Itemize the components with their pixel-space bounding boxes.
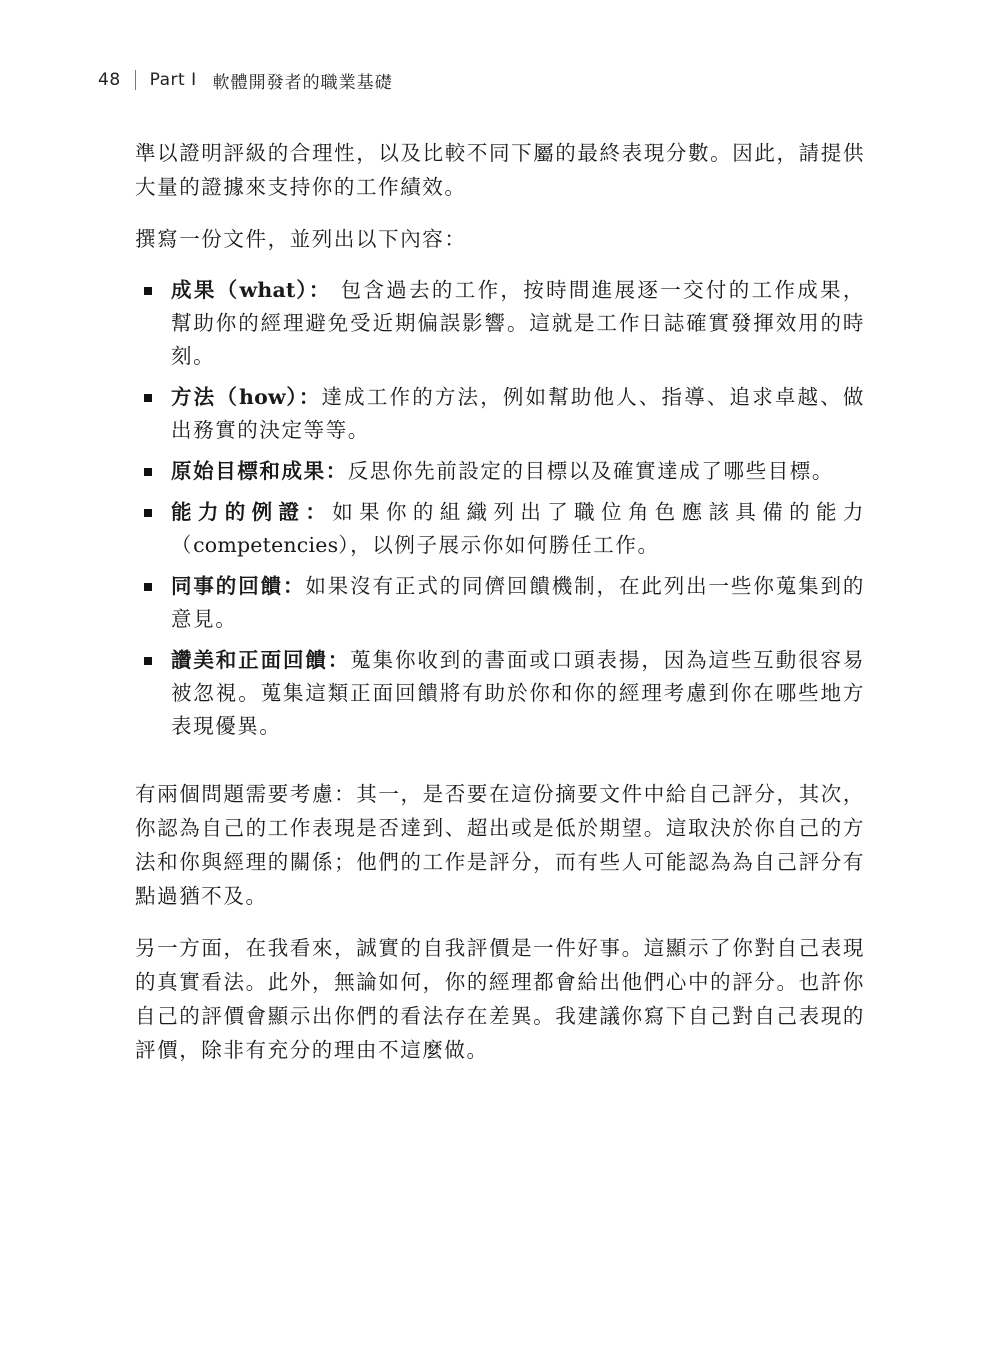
- list-item-praise: [135, 644, 865, 743]
- bullet-square-icon: [144, 657, 152, 665]
- list-term: 能力的例證：: [171, 500, 333, 524]
- list-term: 同事的回饋：: [171, 574, 306, 598]
- paragraph-list-lead: 撰寫一份文件，並列出以下內容：: [135, 227, 467, 251]
- list-term: 成果（what）：: [171, 278, 332, 302]
- list-item-peer-feedback: [135, 570, 865, 636]
- bullet-square-icon: [144, 583, 152, 591]
- bullet-square-icon: [144, 468, 152, 476]
- list-term: 方法（how）：: [171, 385, 322, 409]
- bullet-square-icon: [144, 394, 152, 402]
- list-text: 如果沒有正式的同儕回饋機制，在此列出一些你蒐集到的意見。: [171, 574, 866, 631]
- list-item-how: [135, 381, 865, 447]
- list-text: 蒐集你收到的書面或口頭表揚，因為這些互動很容易被忽視。蒐集這類正面回饋將有助於你和你的經理考慮到你在哪些地方表現優異。: [171, 648, 865, 738]
- list-item-what: [135, 274, 865, 373]
- list-text: 包含過去的工作，按時間進展逐一交付的工作成果，幫助你的經理避免受近期偏誤影響。這就是工作日誌確實發揮效用的時刻。: [171, 278, 865, 368]
- list-term: 原始目標和成果：: [171, 459, 348, 483]
- running-header: [98, 66, 393, 94]
- list-text: 反思你先前設定的目標以及確實達成了哪些目標。: [347, 459, 835, 483]
- bullet-square-icon: [144, 287, 152, 295]
- paragraph-intro: 準以證明評級的合理性，以及比較不同下屬的最終表現分數。因此，請提供大量的證據來支持你的工作績效。: [135, 141, 865, 199]
- book-part-title: 軟體開發者的職業基礎: [212, 72, 393, 93]
- list-text: 如果你的組織列出了職位角色應該具備的能力（competencies），以例子展示你如何勝任工作。: [171, 500, 866, 557]
- page-number: 48: [98, 70, 121, 90]
- content-list: [135, 274, 865, 743]
- bullet-square-icon: [144, 509, 152, 517]
- list-item-goals: [135, 455, 865, 488]
- page-body: [135, 136, 865, 1067]
- paragraph-questions: 有兩個問題需要考慮：其一，是否要在這份摘要文件中給自己評分，其次，你認為自己的工作表現是否達到、超出或是低於期望。這取決於你自己的方法和你與經理的關係；他們的工作是評分，而有些人可能認為為自己評分有點過猶不及。: [135, 782, 865, 908]
- list-text: 達成工作的方法，例如幫助他人、指導、追求卓越、做出務實的決定等等。: [171, 385, 866, 442]
- list-item-competencies: [135, 496, 865, 562]
- part-label: Part I: [149, 70, 197, 90]
- header-divider: [135, 70, 136, 90]
- paragraph-self-assessment: 另一方面，在我看來，誠實的自我評價是一件好事。這顯示了你對自己表現的真實看法。此外，無論如何，你的經理都會給出他們心中的評分。也許你自己的評價會顯示出你們的看法存在差異。我建議你寫下自己對自己表現的評價，除非有充分的理由不這麼做。: [135, 936, 865, 1062]
- list-term: 讚美和正面回饋：: [171, 648, 351, 672]
